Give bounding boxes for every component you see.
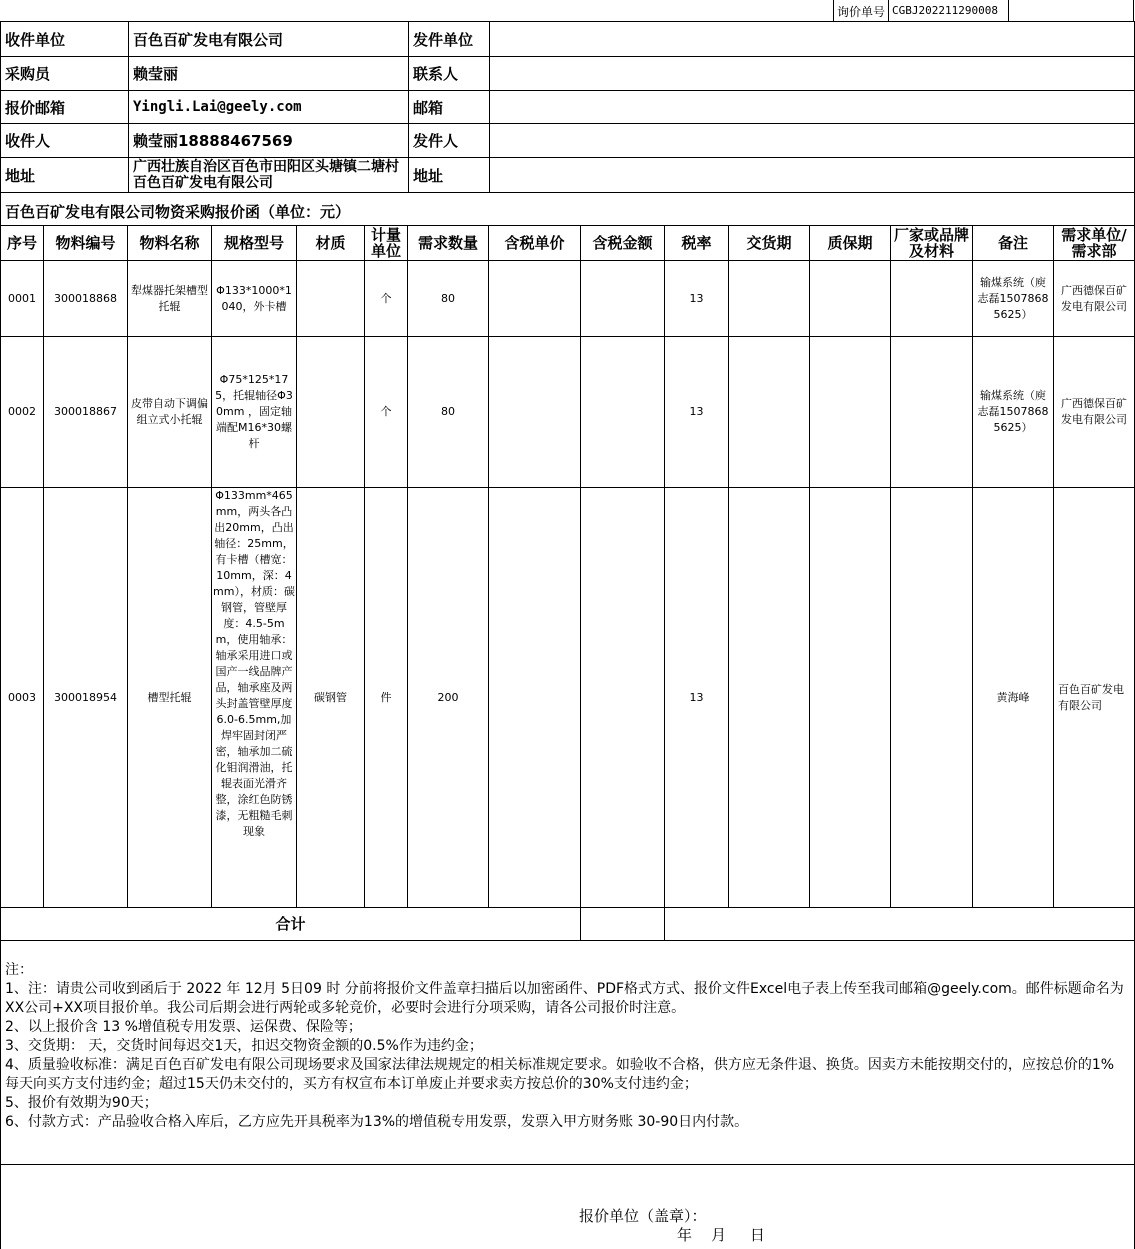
row1-dept: 广西德保百矿发电有限公司 xyxy=(1054,261,1135,337)
contact-label: 联系人 xyxy=(409,57,490,91)
row3-qty: 200 xyxy=(408,488,489,908)
header-tax: 税率 xyxy=(665,226,729,261)
email-value xyxy=(490,91,1135,124)
header-name: 物料名称 xyxy=(128,226,212,261)
note-2: 2、以上报价含 13 %增值税专用发票、运保费、保险等； xyxy=(5,1019,362,1035)
row1-name: 犁煤器托架槽型托辊 xyxy=(128,261,212,337)
row1-code: 300018868 xyxy=(44,261,128,337)
row3-brand[interactable] xyxy=(891,488,973,908)
inquiry-number: CGBJ202211290008 xyxy=(892,4,998,17)
row2-material xyxy=(297,337,365,488)
header-spec: 规格型号 xyxy=(212,226,297,261)
row2-code: 300018867 xyxy=(44,337,128,488)
address2-value xyxy=(490,158,1135,193)
header-dept: 需求单位/需求部 xyxy=(1054,226,1135,261)
row1-delivery[interactable] xyxy=(729,261,810,337)
row3-amount[interactable] xyxy=(581,488,665,908)
note-4: 4、质量验收标准：满足百色百矿发电有限公司现场要求及国家法律法规规定的相关标准规定要求。如验收不合格，供方应无条件退、换货。因卖方未能按期交付的，应按总价的1% 每天向买方支付违约金；超过15天仍未交付的，买方有权宣布本订单废止并要求卖方按总价的30%支付违约金； xyxy=(5,1057,1115,1092)
quote-email-value: Yingli.Lai@geely.com xyxy=(129,91,409,124)
row3-warranty[interactable] xyxy=(810,488,891,908)
row1-material xyxy=(297,261,365,337)
row2-tax: 13 xyxy=(665,337,729,488)
header-price: 含税单价 xyxy=(489,226,581,261)
total-blank xyxy=(665,908,1135,941)
note-6: 6、付款方式：产品验收合格入库后，乙方应先开具税率为13%的增值税专用发票，发票入甲方财务账 30-90日内付款。 xyxy=(5,1114,749,1130)
date-label: 年 月 日 xyxy=(677,1226,765,1244)
row2-price[interactable] xyxy=(489,337,581,488)
row1-price[interactable] xyxy=(489,261,581,337)
header-amount: 含税金额 xyxy=(581,226,665,261)
row1-seq: 0001 xyxy=(1,261,44,337)
row3-tax: 13 xyxy=(665,488,729,908)
row3-price[interactable] xyxy=(489,488,581,908)
quote-table xyxy=(0,226,1135,941)
row2-delivery[interactable] xyxy=(729,337,810,488)
form-title-row xyxy=(0,193,1135,226)
header-qty: 需求数量 xyxy=(408,226,489,261)
header-code: 物料编号 xyxy=(44,226,128,261)
stamp-label: 报价单位（盖章）： xyxy=(579,1207,707,1225)
note-heading: 注： xyxy=(5,962,33,978)
row1-tax: 13 xyxy=(665,261,729,337)
inquiry-label: 询价单号 xyxy=(837,5,886,19)
row2-seq: 0002 xyxy=(1,337,44,488)
row1-qty: 80 xyxy=(408,261,489,337)
row2-unit: 个 xyxy=(365,337,408,488)
quote-email-label: 报价邮箱 xyxy=(1,91,129,124)
recipient-value: 赖莹丽18888467569 xyxy=(129,124,409,158)
form-title: 百色百矿发电有限公司物资采购报价函（单位：元） xyxy=(5,203,351,221)
row2-warranty[interactable] xyxy=(810,337,891,488)
row3-unit: 件 xyxy=(365,488,408,908)
row3-spec: Φ133mm*465mm，两头各凸出20mm，凸出轴径：25mm，有卡槽（槽宽：10mm，深：4mm），材质：碳钢管，管壁厚度：4.5-5mm，使用轴承：轴承采用进口或国产一线品牌产品，轴承座及两头封盖管壁厚度6.0-6.5mm,加焊牢固封闭严密，轴承加二硫化钼润滑油，托辊表面光滑齐整，涂红色防锈漆，无粗糙毛刺现象 xyxy=(212,488,297,908)
note-1: 1、注：请贵公司收到函后于 2022 年 12月 5日09 时 分前将报价文件盖章扫描后以加密函件、PDF格式方式、报价文件Excel电子表上传至我司邮箱@geely.com。邮件标题命名为XX公司+XX项目报价单。我公司后期会进行两轮或多轮竞价，必要时会进行分项采购，请各公司报价时注意。 xyxy=(5,981,1124,1016)
note-5: 5、报价有效期为90天； xyxy=(5,1095,158,1111)
note-3: 3、交货期： 天，交货时间每迟交1天，扣迟交物资金额的0.5%作为违约金； xyxy=(5,1038,483,1054)
sender-value xyxy=(490,124,1135,158)
header-seq: 序号 xyxy=(1,226,44,261)
email-label: 邮箱 xyxy=(409,91,490,124)
row1-warranty[interactable] xyxy=(810,261,891,337)
signature-block xyxy=(0,1165,1135,1249)
header-remark: 备注 xyxy=(973,226,1054,261)
total-amount[interactable] xyxy=(581,908,665,941)
info-block xyxy=(0,22,1135,193)
row3-dept: 百色百矿发电有限公司 xyxy=(1054,488,1135,908)
row3-name: 槽型托辊 xyxy=(128,488,212,908)
row3-material: 碳钢管 xyxy=(297,488,365,908)
buyer-label: 采购员 xyxy=(1,57,129,91)
header-material: 材质 xyxy=(297,226,365,261)
row2-dept: 广西德保百矿发电有限公司 xyxy=(1054,337,1135,488)
row3-delivery[interactable] xyxy=(729,488,810,908)
row2-brand[interactable] xyxy=(891,337,973,488)
row1-spec: Φ133*1000*1040，外卡槽 xyxy=(212,261,297,337)
receiver-unit-value: 百色百矿发电有限公司 xyxy=(129,22,409,57)
sender-unit-label: 发件单位 xyxy=(409,22,490,57)
row2-name: 皮带自动下调偏组立式小托辊 xyxy=(128,337,212,488)
header-unit: 计量单位 xyxy=(365,226,408,261)
sender-unit-value xyxy=(490,22,1135,57)
buyer-value: 赖莹丽 xyxy=(129,57,409,91)
row3-seq: 0003 xyxy=(1,488,44,908)
recipient-label: 收件人 xyxy=(1,124,129,158)
row1-remark: 输煤系统（庾志磊15078685625） xyxy=(973,261,1054,337)
header-delivery: 交货期 xyxy=(729,226,810,261)
header-brand: 厂家或品牌及材料 xyxy=(891,226,973,261)
notes-block xyxy=(0,941,1135,1165)
sender-label: 发件人 xyxy=(409,124,490,158)
row2-amount[interactable] xyxy=(581,337,665,488)
address2-label: 地址 xyxy=(409,158,490,193)
address-value: 广西壮族自治区百色市田阳区头塘镇二塘村百色百矿发电有限公司 xyxy=(129,158,409,193)
total-label: 合计 xyxy=(1,908,581,941)
row2-remark: 输煤系统（庾志磊15078685625） xyxy=(973,337,1054,488)
inquiry-strip xyxy=(0,0,1135,22)
row2-spec: Φ75*125*175，托辊轴径Φ30mm ，固定轴端配M16*30螺杆 xyxy=(212,337,297,488)
row1-amount[interactable] xyxy=(581,261,665,337)
row1-unit: 个 xyxy=(365,261,408,337)
row3-remark: 黄海峰 xyxy=(973,488,1054,908)
row3-code: 300018954 xyxy=(44,488,128,908)
contact-value xyxy=(490,57,1135,91)
header-warranty: 质保期 xyxy=(810,226,891,261)
address-label: 地址 xyxy=(1,158,129,193)
row2-qty: 80 xyxy=(408,337,489,488)
row1-brand[interactable] xyxy=(891,261,973,337)
receiver-unit-label: 收件单位 xyxy=(1,22,129,57)
